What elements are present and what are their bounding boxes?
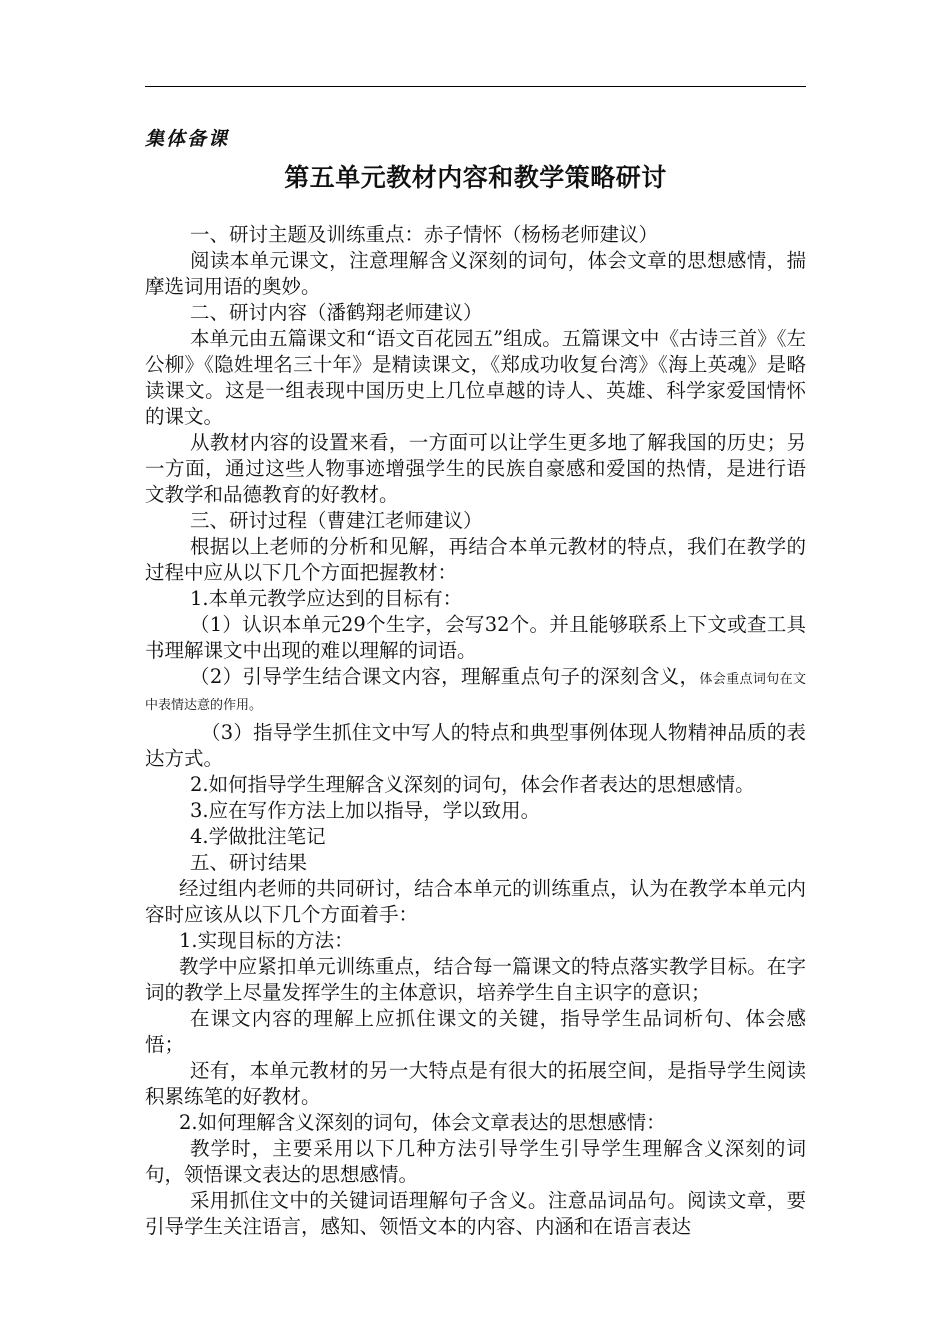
paragraph: 根据以上老师的分析和见解，再结合本单元教材的特点，我们在教学的过程中应从以下几个方面把握教材： [145,535,806,584]
header-label: 集体备课 [145,128,230,150]
list-item: 3.应在写作方法上加以指导，学以致用。 [190,799,541,822]
section-heading-3: 三、研讨过程（曹建江老师建议） [190,509,483,532]
paragraph: 还有，本单元教材的另一大特点是有很大的拓展空间，是指导学生阅读积累练笔的好教材。 [145,1059,806,1108]
section-heading-5: 五、研讨结果 [190,851,308,874]
list-item: 2.如何理解含义深刻的词句，体会文章表达的思想感情： [179,1111,666,1134]
section-heading-1: 一、研讨主题及训练重点：赤子情怀（杨杨老师建议） [190,223,659,246]
paragraph: 教学中应紧扣单元训练重点，结合每一篇课文的特点落实教学目标。在字词的教学上尽量发挥学生的主体意识，培养学生自主识字的意识； [145,955,806,1004]
list-item: 1.本单元教学应达到的目标有： [190,587,463,610]
paragraph: 阅读本单元课文，注意理解含义深刻的词句，体会文章的思想感情，揣摩选词用语的奥妙。 [145,249,806,298]
list-item: 1.实现目标的方法： [179,929,354,952]
list-item: 4.学做批注笔记 [190,825,326,848]
document-title: 第五单元教材内容和教学策略研讨 [284,163,667,192]
list-item [145,664,806,716]
header-rule [145,86,806,87]
list-item: 2.如何指导学生理解含义深刻的词句，体会作者表达的思想感情。 [190,773,755,796]
paragraph: 采用抓住文中的关键词语理解句子含义。注意品词品句。阅读文章，要引导学生关注语言，感知、领悟文本的内容、内涵和在语言表达 [145,1189,806,1238]
document-body [145,222,806,1240]
list-item: （1）认识本单元29个生字，会写32个。并且能够联系上下文或查工具书理解课文中出现的难以理解的词语。 [145,613,806,662]
paragraph: 在课文内容的理解上应抓住课文的关键，指导学生品词析句、体会感悟； [145,1007,806,1056]
list-item-small-text: 体会重点词句在文中表情达意的作用。 [145,672,806,713]
list-item-text: （2）引导学生结合课文内容，理解重点句子的深刻含义， [190,665,700,688]
paragraph: 从教材内容的设置来看，一方面可以让学生更多地了解我国的历史；另一方面，通过这些人物事迹增强学生的民族自豪感和爱国的热情，是进行语文教学和品德教育的好教材。 [145,431,806,506]
paragraph: 本单元由五篇课文和“语文百花园五”组成。五篇课文中《古诗三首》《左公柳》《隐姓埋名三十年》是精读课文，《郑成功收复台湾》《海上英魂》是略读课文。这是一组表现中国历史上几位卓越的诗人、英雄、科学家爱国情怀的课文。 [145,327,806,428]
paragraph: 教学时，主要采用以下几种方法引导学生引导学生理解含义深刻的词句，领悟课文表达的思想感情。 [145,1137,806,1186]
list-item: （3）指导学生抓住文中写人的特点和典型事例体现人物精神品质的表达方式。 [145,721,806,770]
paragraph: 经过组内老师的共同研讨，结合本单元的训练重点，认为在教学本单元内容时应该从以下几个方面着手： [145,877,806,926]
section-heading-2: 二、研讨内容（潘鹤翔老师建议） [190,301,483,324]
